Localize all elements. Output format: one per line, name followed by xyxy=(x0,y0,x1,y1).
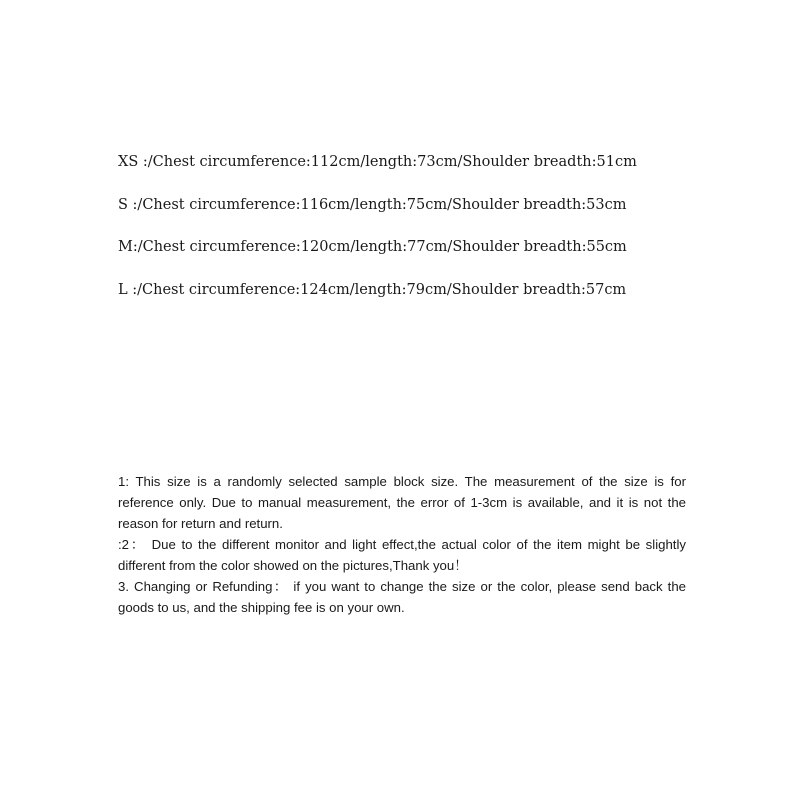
note-size-reference: 1: This size is a randomly selected sample block size. The measurement of the size is for reference only. Due to manual measurement, the error of 1-3cm is available, and it is not the reason for return and return. xyxy=(118,474,686,531)
size-chart xyxy=(118,152,718,300)
note-changing-refunding: 3. Changing or Refunding： if you want to change the size or the color, please send back the goods to us, and the shipping fee is on your own. xyxy=(118,579,686,615)
size-row-m: M:/Chest circumference:120cm/length:77cm/Shoulder breadth:55cm xyxy=(118,239,627,255)
size-row-xs: XS :/Chest circumference:112cm/length:73cm/Shoulder breadth:51cm xyxy=(118,154,637,170)
size-row-s: S :/Chest circumference:116cm/length:75cm/Shoulder breadth:53cm xyxy=(118,196,627,213)
size-row-l: L :/Chest circumference:124cm/length:79cm/Shoulder breadth:57cm xyxy=(118,281,627,298)
note-color-difference: :2： Due to the different monitor and light effect,the actual color of the item might be slightly different from the color showed on the pictures,Thank you！ xyxy=(118,537,686,573)
notes-section xyxy=(118,471,686,618)
